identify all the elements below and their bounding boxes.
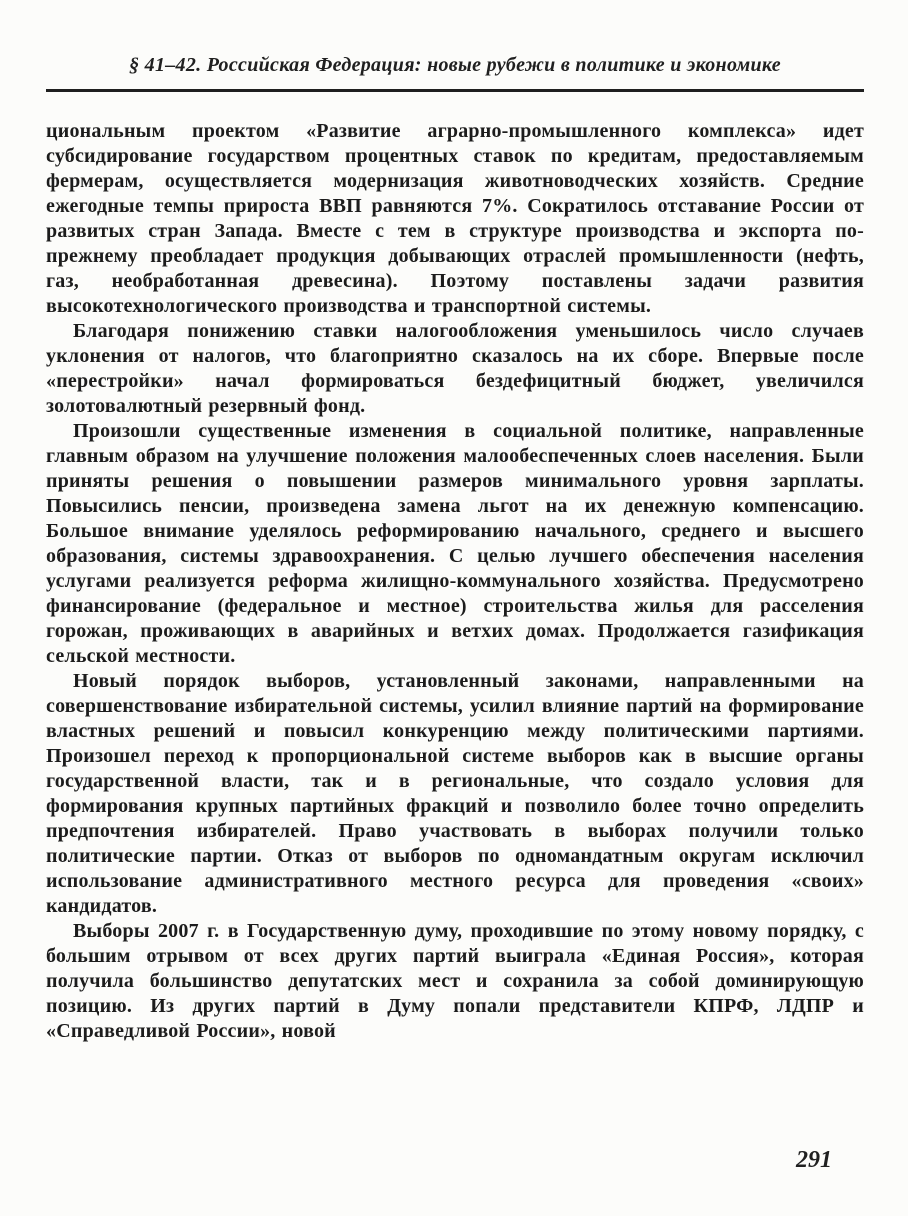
paragraph: Благодаря понижению ставки налогообложения уменьшилось число случаев уклонения от налогов, что благоприятно сказалось на их сборе. Впервые после «перестройки» начал формироваться бездефицитный бюджет, увеличился золотовалютный резервный фонд.	[46, 320, 864, 417]
running-header: § 41–42. Российская Федерация: новые рубежи в политике и экономике	[129, 54, 781, 76]
paragraph: Произошли существенные изменения в социальной политике, направленные главным образом на улучшение положения малообеспеченных слоев населения. Были приняты решения о повышении размеров минимального уровня зарплаты. Повысились пенсии, произведена замена льгот на их денежную компенсацию. Большое внимание уделялось реформированию начального, среднего и высшего образования, системы здравоохранения. С целью лучшего обеспечения населения услугами реализуется реформа жилищно-коммунального хозяйства. Предусмотрено финансирование (федеральное и местное) строительства жилья для расселения горожан, проживающих в аварийных и ветхих домах. Продолжается газификация сельской местности.	[46, 420, 864, 667]
page-number: 291	[796, 1147, 832, 1173]
header-rule	[46, 89, 864, 92]
paragraph: Новый порядок выборов, установленный законами, направленными на совершенствование избирательной системы, усилил влияние партий на формирование властных решений и повысил конкуренцию между политическими партиями. Произошел переход к пропорциональной системе выборов как в высшие органы государственной власти, так и в региональные, что создало условия для формирования крупных партийных фракций и позволило более точно определить предпочтения избирателей. Право участвовать в выборах получили только политические партии. Отказ от выборов по одномандатным округам исключил использование административного местного ресурса для проведения «своих» кандидатов.	[46, 670, 864, 917]
paragraph: Выборы 2007 г. в Государственную думу, проходившие по этому новому порядку, с большим отрывом от всех других партий выиграла «Единая Россия», которая получила большинство депутатских мест и сохранила за собой доминирующую позицию. Из других партий в Думу попали представители КПРФ, ЛДПР и «Справедливой России», новой	[46, 920, 864, 1042]
paragraph: циональным проектом «Развитие аграрно-промышленного комплекса» идет субсидирование государством процентных ставок по кредитам, предоставляемым фермерам, осуществляется модернизация животноводческих хозяйств. Средние ежегодные темпы прироста ВВП равняются 7%. Сократилось отставание России от развитых стран Запада. Вместе с тем в структуре производства и экспорта по-прежнему преобладает продукция добывающих отраслей промышленности (нефть, газ, необработанная древесина). Поэтому поставлены задачи развития высокотехнологического производства и транспортной системы.	[46, 120, 864, 317]
body-text	[46, 119, 864, 1044]
